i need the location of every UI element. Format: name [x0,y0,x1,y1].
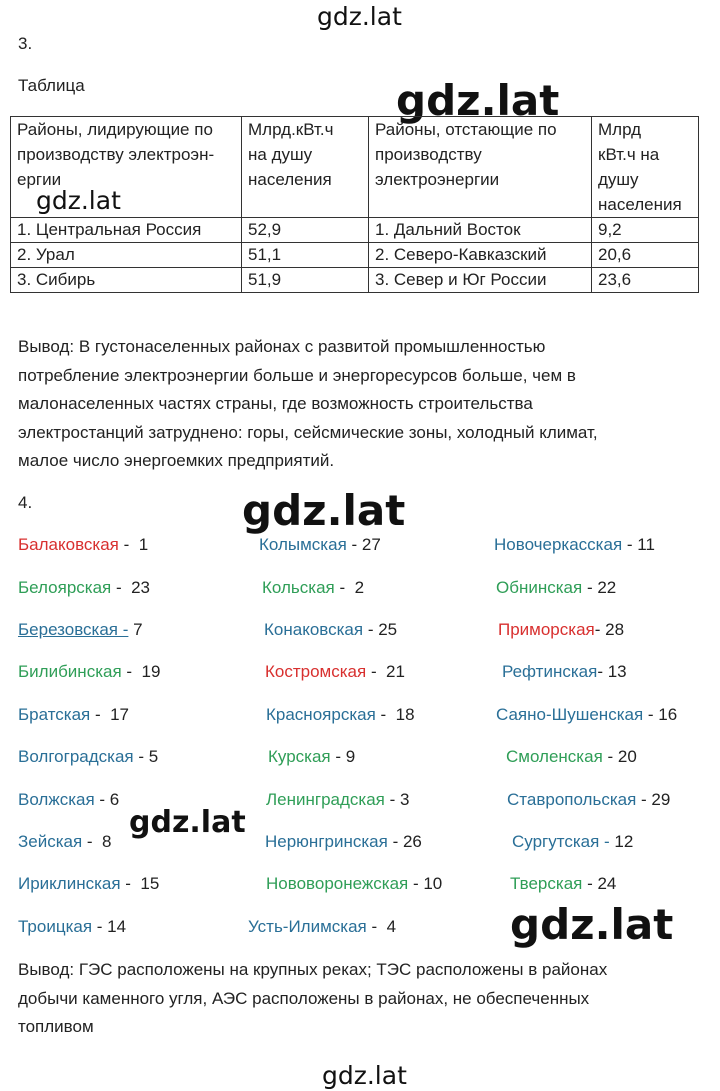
station-number: - 10 [408,874,443,893]
station-name: Ставропольская [507,790,637,809]
watermark-list: gdz.lat [242,486,406,535]
station-item [18,830,112,854]
station-name: Кольская [262,578,335,597]
station-name: Конаковская [264,620,364,639]
station-number: - 23 [111,578,150,597]
station-name: Смоленская [506,747,603,766]
station-name: Волжская [18,790,95,809]
table-cell: 3. Сибирь [11,268,242,293]
table-cell: 20,6 [592,243,699,268]
station-item [18,576,150,600]
watermark-table-left: gdz.lat [36,186,121,215]
table-cell: 51,1 [242,243,369,268]
station-number: - 15 [120,874,160,893]
table-row [11,268,699,293]
station-number: - 11 [622,535,655,554]
station-item [498,618,624,642]
table-cell: 3. Север и Юг России [369,268,592,293]
station-name: Волгоградская [18,747,134,766]
station-item [496,576,616,600]
station-item [507,788,670,812]
station-item [268,745,355,769]
station-name: Нововоронежская [266,874,409,893]
watermark-bottom: gdz.lat [322,1061,407,1090]
conclusion-line: малое число энергоемких предприятий. [18,451,335,470]
station-item [494,533,655,557]
station-name: Приморская [498,620,595,639]
station-name: Тверская [510,874,583,893]
station-number: - 16 [643,705,678,724]
table-cell: 9,2 [592,218,699,243]
table-cell: 2. Урал [11,243,242,268]
station-number: - 6 [94,790,120,809]
station-item [266,872,442,896]
station-name: Белоярская [18,578,112,597]
station-name: Троицкая [18,917,93,936]
station-number: - 19 [121,662,161,681]
station-number: - 13 [597,662,627,681]
table-cell: 1. Центральная Россия [11,218,242,243]
station-item [512,830,633,854]
station-item [18,788,119,812]
station-name: Усть-Илимская [248,917,367,936]
conclusion-line: добычи каменного угля, АЭС расположены в районах, не обеспеченных [18,988,590,1008]
station-number: - 28 [594,620,625,639]
station-name: Костромская [265,662,367,681]
station-number: 7 [128,620,143,639]
station-name: Саяно-Шушенская [496,705,644,724]
station-name: Красноярская [266,705,376,724]
watermark-bottom-right: gdz.lat [510,900,674,949]
station-name: Рефтинская [502,662,598,681]
station-item [18,872,159,896]
header-cell-lagging-value: Млрд кВт.ч на душу населения [592,117,699,218]
conclusion-line: Вывод: ГЭС расположены на крупных реках; ТЭС расположены в районах [18,960,608,979]
table-row [11,218,699,243]
station-number: - 14 [92,917,127,936]
station-number: - 1 [118,535,149,554]
station-name: Сургутская - [512,832,610,851]
conclusion-line: Вывод: В густонаселенных районах с развитой промышленностью [18,337,546,356]
table-cell: 2. Северо-Кавказский [369,243,592,268]
station-item [496,703,677,727]
station-item [18,533,148,557]
station-item [510,872,616,896]
header-cell-leading-value: Млрд.кВт.ч на душу населения [242,117,369,218]
station-item [502,660,627,684]
task4-number: 4. [18,493,33,512]
station-name: Балаковская [18,535,119,554]
station-number: - 4 [366,917,397,936]
conclusion-line: электростанций затруднено: горы, сейсмические зоны, холодный климат, [18,422,598,442]
station-item [265,660,405,684]
header-cell-leading-regions: Районы, лидирующие по производству электроэн- ергии [11,117,242,218]
table-header-row [11,117,699,218]
station-item [259,533,381,557]
conclusion-line: малонаселенных частях страны, где возможность строительства [18,394,533,413]
station-number: - 3 [384,790,410,809]
station-number: - 21 [366,662,405,681]
watermark-table: gdz.lat [396,76,560,125]
station-name: Нерюнгринская [265,832,388,851]
station-item [18,618,143,642]
station-number: - 18 [375,705,415,724]
station-item [18,660,160,684]
station-number: - 26 [387,832,422,851]
task4-conclusion [18,956,607,1042]
table-cell: 1. Дальний Восток [369,218,592,243]
station-name: Ленинградская [266,790,385,809]
watermark-list-left: gdz.lat [129,805,246,840]
station-item [266,788,409,812]
station-item [18,915,126,939]
station-item [262,576,364,600]
station-item [506,745,637,769]
station-number: - 25 [363,620,398,639]
station-number: - 20 [602,747,637,766]
station-number: - 8 [82,832,112,851]
table-cell: 52,9 [242,218,369,243]
station-name: Курская [268,747,331,766]
station-name: Ириклинская [18,874,121,893]
station-item [266,703,415,727]
station-item [18,703,129,727]
station-number: - 27 [346,535,381,554]
watermark-top: gdz.lat [317,2,402,31]
station-item [248,915,396,939]
table-row [11,243,699,268]
station-number: - 24 [582,874,617,893]
table-cell: 23,6 [592,268,699,293]
task3-number: 3. [18,34,33,53]
station-name: Колымская [259,535,347,554]
station-number: 12 [609,832,634,851]
station-item [265,830,422,854]
station-number: - 5 [133,747,159,766]
station-name: Билибинская [18,662,122,681]
station-number: - 17 [90,705,130,724]
station-name: Обнинская [496,578,583,597]
station-number: - 9 [330,747,356,766]
station-number: - 22 [582,578,617,597]
energy-table [10,116,699,293]
station-name: Зейская [18,832,83,851]
station-name: Березовская - [18,620,129,639]
station-name: Братская [18,705,91,724]
station-item [264,618,397,642]
task3-conclusion [18,333,598,476]
conclusion-line: топливом [18,1017,94,1036]
conclusion-line: потребление электроэнергии больше и энергоресурсов больше, чем в [18,365,576,385]
table-caption: Таблица [18,76,85,95]
header-cell-lagging-regions: Районы, отстающие по производству электроэнергии [369,117,592,218]
station-name: Новочеркасская [494,535,623,554]
station-number: - 2 [334,578,365,597]
table-cell: 51,9 [242,268,369,293]
station-item [18,745,158,769]
station-number: - 29 [636,790,671,809]
